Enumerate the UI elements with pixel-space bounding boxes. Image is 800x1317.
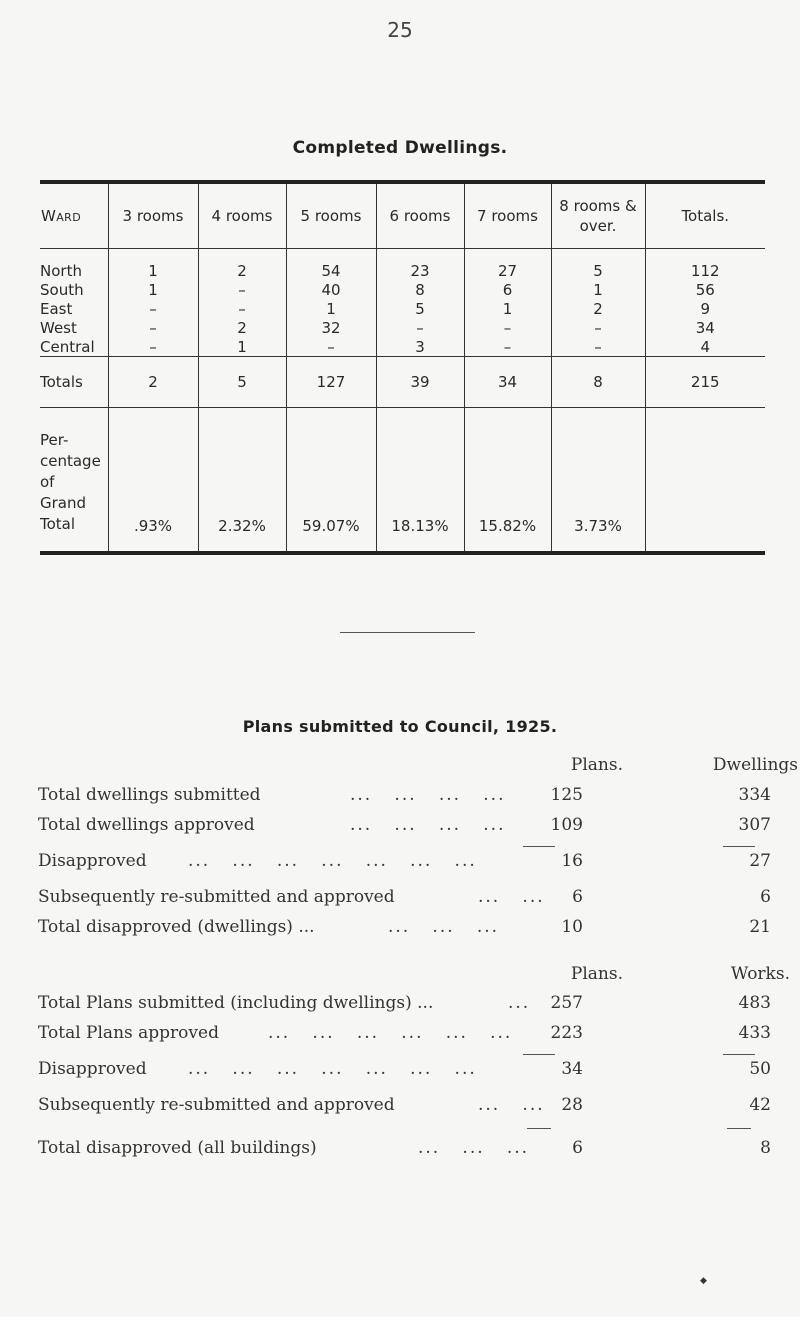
leader-dots: ... ... ... ...	[350, 815, 506, 835]
plans-value: 109	[550, 815, 583, 835]
plans-title: Plans submitted to Council, 1925.	[242, 717, 558, 736]
totals-cell: 127	[286, 357, 376, 408]
ledger-label: Total dwellings approved	[38, 815, 255, 835]
column-header: 4 rooms	[198, 182, 286, 249]
totals-row	[40, 357, 765, 408]
dwellings-column-header: Dwellings	[712, 755, 798, 775]
column-header: 6 rooms	[376, 182, 464, 249]
table-title: Completed Dwellings.	[292, 138, 508, 158]
header-row	[40, 182, 765, 249]
percentage-cell: .93%	[108, 408, 198, 554]
table-cell: 1	[108, 249, 198, 281]
dwellings-value: 27	[749, 851, 771, 871]
works-value: 42	[749, 1095, 771, 1115]
table-cell: –	[376, 318, 464, 337]
dwellings-value: 21	[749, 917, 771, 937]
column-header: Ward	[40, 182, 108, 249]
percentage-label	[40, 408, 108, 554]
ledger-label: Total disapproved (all buildings)	[38, 1138, 317, 1158]
column-header: 7 rooms	[464, 182, 551, 249]
ledger-header-row	[38, 942, 798, 988]
percentage-cell: 2.32%	[198, 408, 286, 554]
works-value: 8	[760, 1138, 771, 1158]
percentage-label-line: of	[40, 473, 55, 491]
table-cell: 34	[645, 318, 765, 337]
ward-name: West	[40, 318, 77, 337]
plans-value: 125	[550, 785, 583, 805]
ledger-row	[38, 988, 798, 1018]
ledger-row	[38, 1048, 798, 1090]
ledger-row	[38, 1120, 798, 1164]
ledger-label: Subsequently re-submitted and approved	[38, 887, 395, 907]
ledger-row	[38, 1018, 798, 1048]
leader-dots: ... ... ...	[388, 917, 500, 937]
totals-cell: 5	[198, 357, 286, 408]
plans-value: 34	[561, 1059, 583, 1079]
ledger-label: Disapproved	[38, 851, 147, 871]
leader-dots: ... ... ...	[418, 1138, 530, 1158]
percentage-label-line: Grand	[40, 494, 87, 512]
plans-value: 6	[572, 887, 583, 907]
table-row	[40, 280, 765, 299]
dwellings-value: 334	[738, 785, 771, 805]
percentage-cell	[645, 408, 765, 554]
table-cell: –	[551, 318, 645, 337]
table-cell: –	[108, 318, 198, 337]
ledger-label: Subsequently re-submitted and approved	[38, 1095, 395, 1115]
page-number: 25	[387, 18, 413, 42]
table-cell: 4	[645, 337, 765, 357]
table-cell: 56	[645, 280, 765, 299]
plans-value: 223	[550, 1023, 583, 1043]
table-cell: 112	[645, 249, 765, 281]
works-value: 50	[749, 1059, 771, 1079]
plans-value: 257	[550, 993, 583, 1013]
leader-dots: ... ... ... ... ... ... ...	[188, 1059, 477, 1079]
plans-value: 16	[561, 851, 583, 871]
table-cell: 1	[551, 280, 645, 299]
table-cell: 8	[376, 280, 464, 299]
ledger-label: Total Plans approved	[38, 1023, 219, 1043]
works-value: 483	[738, 993, 771, 1013]
subtotal-rule	[523, 846, 555, 847]
plans-value: 28	[561, 1095, 583, 1115]
ledger-row	[38, 882, 798, 912]
table-cell: –	[108, 299, 198, 318]
table-cell: 54	[286, 249, 376, 281]
totals-cell: 34	[464, 357, 551, 408]
dwellings-value: 307	[738, 815, 771, 835]
ledger-label: Total dwellings submitted	[38, 785, 261, 805]
plans-ledger	[38, 750, 798, 1164]
table-cell: –	[464, 318, 551, 337]
ledger-row	[38, 780, 798, 810]
column-header: 5 rooms	[286, 182, 376, 249]
plans-column-header: Plans.	[570, 755, 623, 775]
table-cell: 23	[376, 249, 464, 281]
table-cell: 1	[286, 299, 376, 318]
ledger-row	[38, 810, 798, 840]
table-cell: 3	[376, 337, 464, 357]
ledger-label: Disapproved	[38, 1059, 147, 1079]
totals-cell: 39	[376, 357, 464, 408]
table-cell: 5	[551, 249, 645, 281]
completed-dwellings-table	[40, 180, 765, 555]
totals-cell: 215	[645, 357, 765, 408]
works-column-header: Works.	[730, 964, 790, 984]
leader-dots: ... ... ... ... ... ...	[268, 1023, 513, 1043]
leader-dots: ...	[508, 993, 531, 1013]
table-cell: –	[198, 280, 286, 299]
column-header: 3 rooms	[108, 182, 198, 249]
table-cell: 2	[198, 318, 286, 337]
table-cell: 32	[286, 318, 376, 337]
table-cell: 27	[464, 249, 551, 281]
ledger-row	[38, 840, 798, 882]
table-cell: 5	[376, 299, 464, 318]
table-row	[40, 337, 765, 357]
plans-value: 10	[561, 917, 583, 937]
section-divider	[340, 632, 475, 633]
percentage-cell: 15.82%	[464, 408, 551, 554]
table-row	[40, 249, 765, 281]
table-cell: –	[464, 337, 551, 357]
ward-name: South	[40, 280, 84, 299]
plans-value: 6	[572, 1138, 583, 1158]
dwellings-value: 6	[760, 887, 771, 907]
table-cell: 1	[108, 280, 198, 299]
ink-mark: ◆	[700, 1276, 707, 1286]
subtotal-rule	[523, 1054, 555, 1055]
table-cell: 40	[286, 280, 376, 299]
ledger-label: Total disapproved (dwellings) ...	[38, 917, 315, 937]
ledger-row	[38, 1090, 798, 1120]
table-cell: –	[198, 299, 286, 318]
leader-dots: ... ...	[478, 1095, 545, 1115]
table-cell: 1	[464, 299, 551, 318]
table-cell: 9	[645, 299, 765, 318]
ledger-header-row	[38, 750, 798, 780]
ward-name: Central	[40, 337, 95, 356]
percentage-cell: 59.07%	[286, 408, 376, 554]
percentage-row	[40, 408, 765, 554]
totals-cell: 8	[551, 357, 645, 408]
column-header: 8 rooms & over.	[551, 182, 645, 249]
table-row	[40, 318, 765, 337]
ledger-row	[38, 912, 798, 942]
ward-name: North	[40, 261, 82, 280]
leader-dots: ... ... ... ...	[350, 785, 506, 805]
percentage-label-line: centage	[40, 452, 101, 470]
table-cell: –	[108, 337, 198, 357]
subtotal-rule	[527, 1128, 551, 1129]
table-cell: 2	[551, 299, 645, 318]
percentage-cell: 18.13%	[376, 408, 464, 554]
subtotal-rule	[727, 1128, 751, 1129]
percentage-label-line: Total	[40, 515, 76, 533]
ledger-label: Total Plans submitted (including dwellings) ...	[38, 993, 434, 1013]
percentage-cell: 3.73%	[551, 408, 645, 554]
column-header: Totals.	[645, 182, 765, 249]
table-cell: 1	[198, 337, 286, 357]
table-cell: 2	[198, 249, 286, 281]
ward-name: East	[40, 299, 73, 318]
table-cell: –	[551, 337, 645, 357]
plans-column-header: Plans.	[570, 964, 623, 984]
works-value: 433	[738, 1023, 771, 1043]
totals-cell: 2	[108, 357, 198, 408]
table-row	[40, 299, 765, 318]
leader-dots: ... ...	[478, 887, 545, 907]
table-cell: 6	[464, 280, 551, 299]
table-cell: –	[286, 337, 376, 357]
totals-label: Totals	[40, 357, 108, 408]
leader-dots: ... ... ... ... ... ... ...	[188, 851, 477, 871]
percentage-label-line: Per-	[40, 431, 69, 449]
